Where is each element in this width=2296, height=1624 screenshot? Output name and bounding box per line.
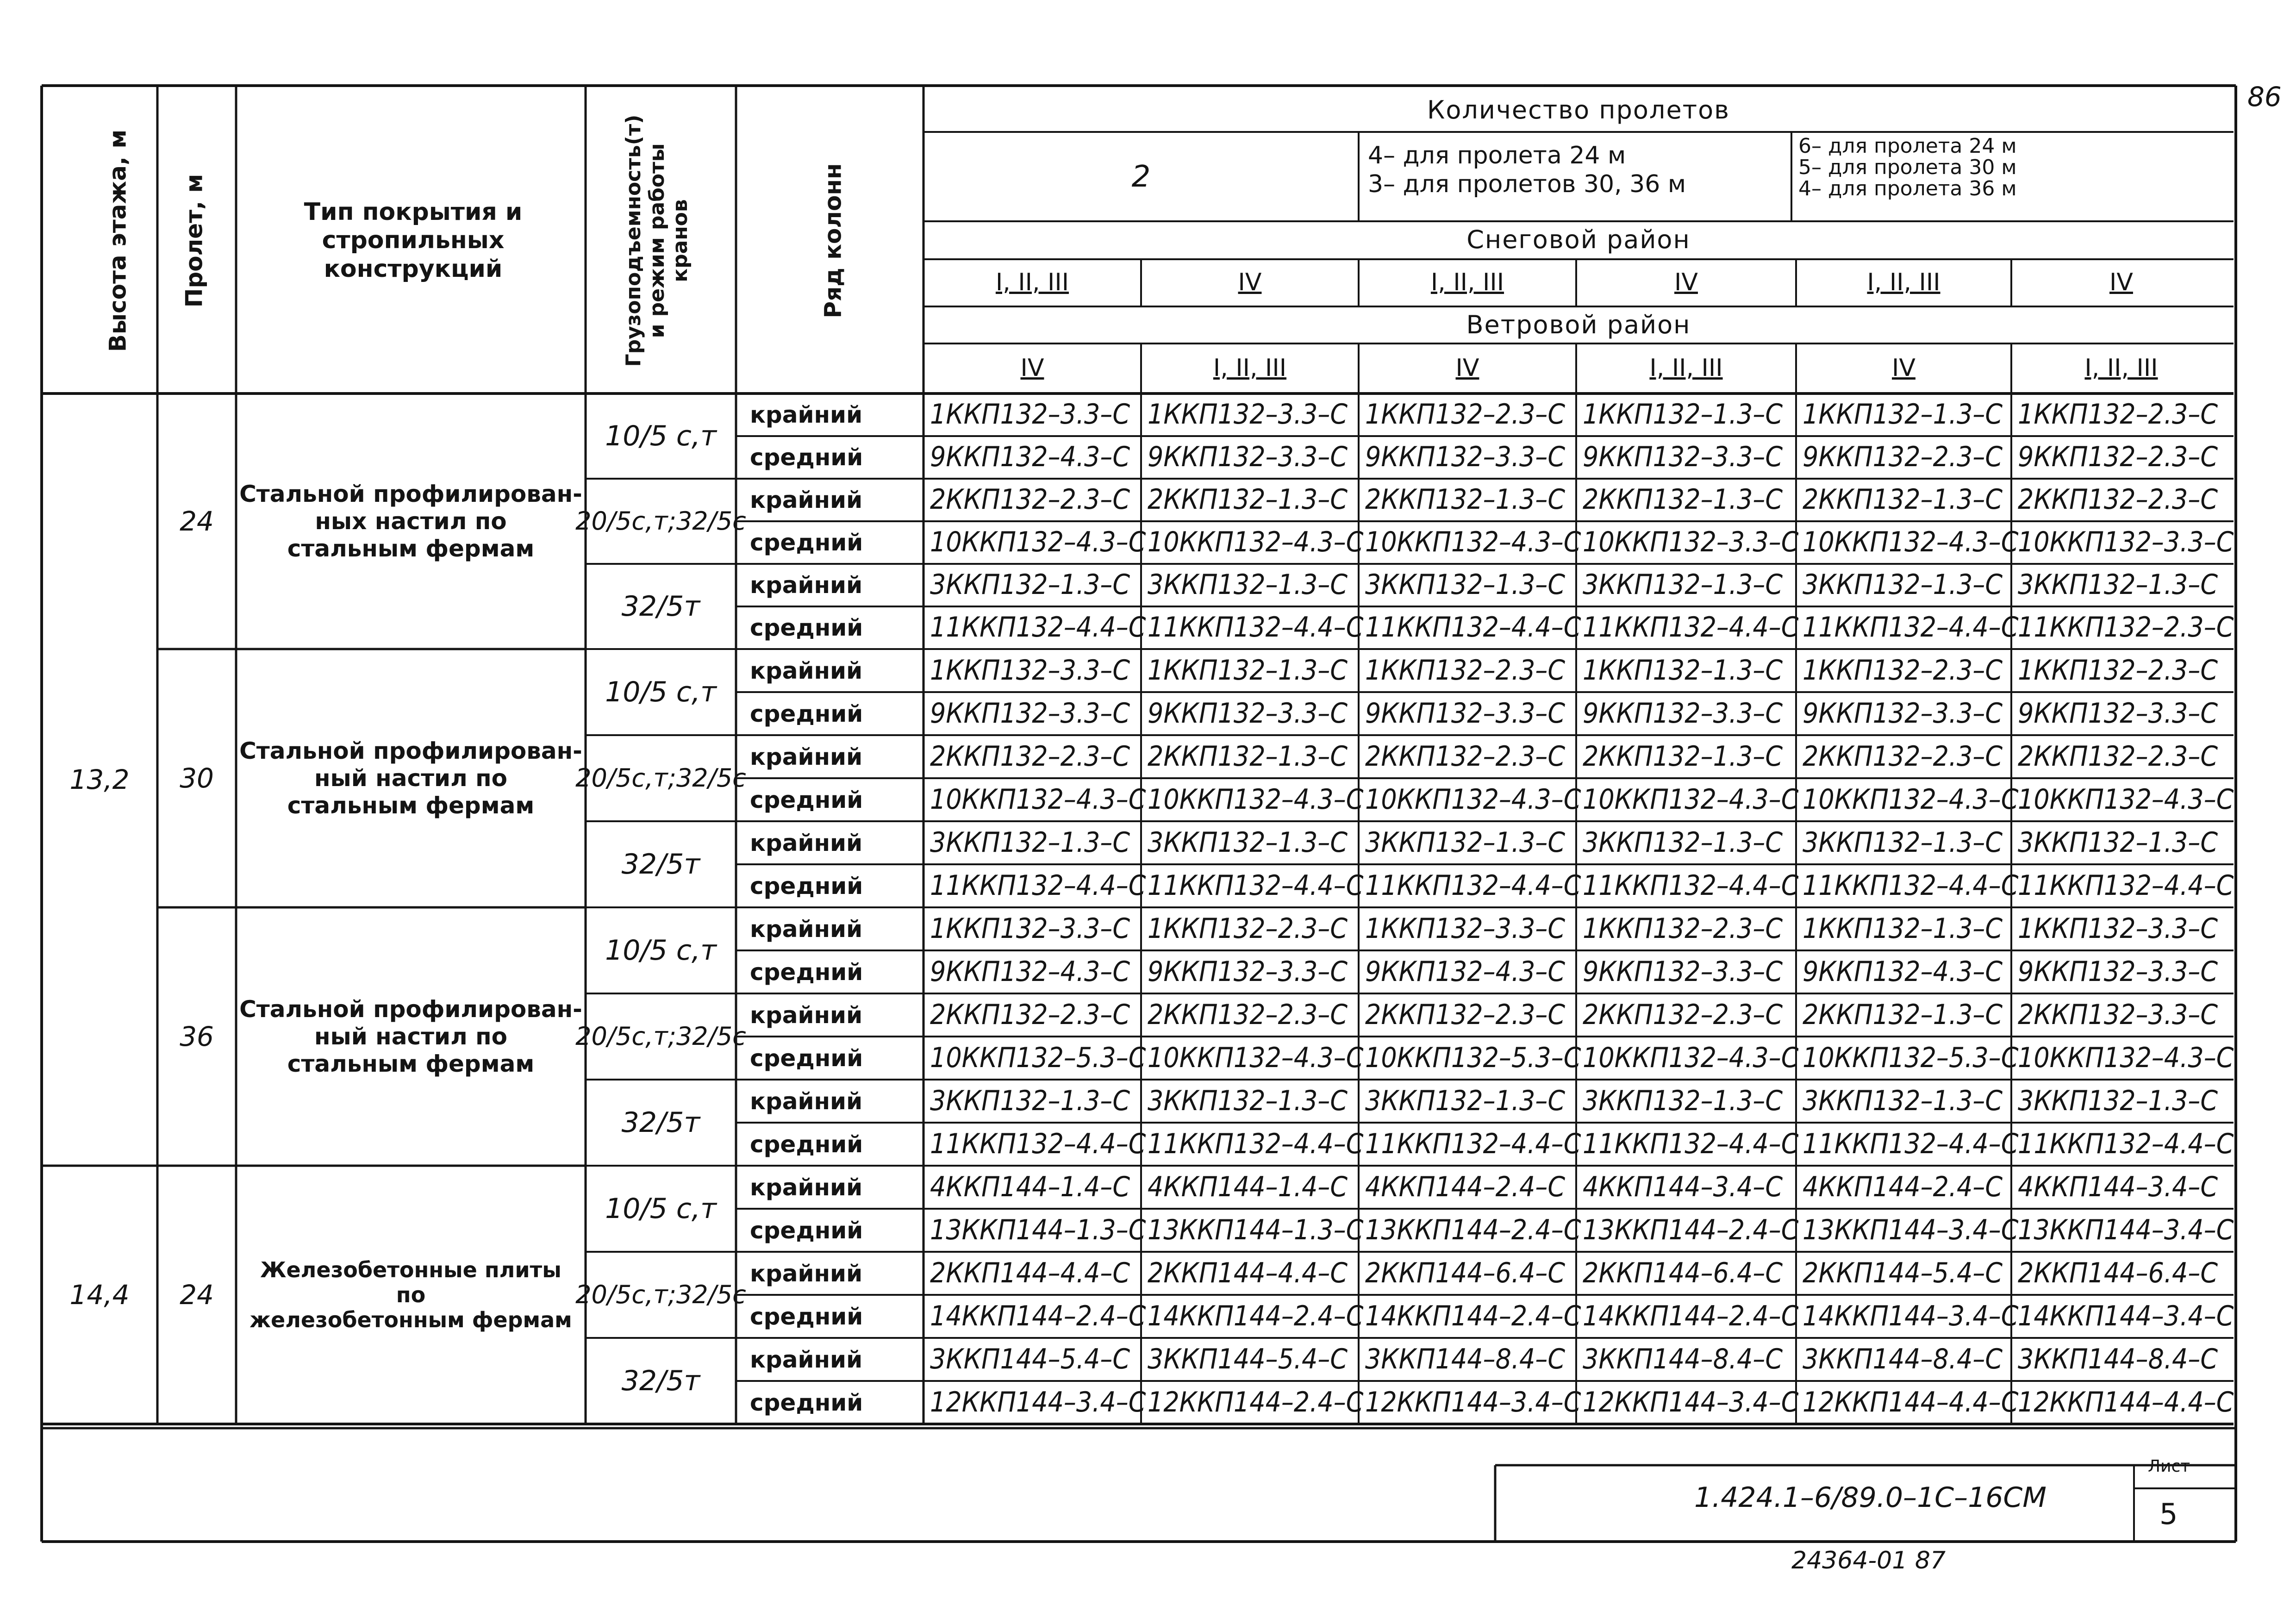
roof-type-line: ный настил по [314, 764, 508, 792]
column-code: 14ККП144–2.4–С [1583, 1299, 1799, 1332]
column-code: 4ККП144–2.4–С [1803, 1170, 2003, 1203]
column-code: 3ККП132–1.3–С [2018, 568, 2218, 601]
column-code: 10ККП132–4.3–С [1365, 783, 1581, 816]
column-row-type: крайний [750, 829, 863, 856]
column-code: 10ККП132–3.3–С [1583, 526, 1799, 558]
column-code: 2ККП144–6.4–С [1583, 1256, 1783, 1289]
sheet-label: Лист [2148, 1457, 2190, 1476]
column-code: 4ККП144–3.4–С [2018, 1170, 2218, 1203]
span-value: 30 [180, 762, 214, 794]
header-floor-height: Высота этажа, м [104, 129, 131, 352]
roof-type-line: ных настил по [315, 507, 507, 535]
column-code: 11ККП132–4.4–С [1365, 611, 1581, 643]
snow-region-value: I, II, III [1430, 269, 1504, 297]
column-code: 10ККП132–4.3–С [930, 783, 1146, 816]
column-code: 11ККП132–4.4–С [1365, 869, 1581, 902]
column-code: 10ККП132–4.3–С [1148, 1041, 1364, 1074]
column-row-type: средний [750, 1217, 863, 1244]
column-code: 11ККП132–4.4–С [930, 1127, 1146, 1160]
roof-type-text [236, 649, 586, 907]
column-code: 2ККП132–3.3–С [2018, 998, 2218, 1031]
column-code: 2ККП132–1.3–С [1365, 483, 1566, 516]
span-value: 24 [180, 1279, 214, 1311]
column-row-type: крайний [750, 401, 863, 428]
column-code: 9ККП132–2.3–С [1803, 441, 2003, 473]
column-row-type: средний [750, 1131, 863, 1158]
column-code: 14ККП144–2.4–С [1365, 1299, 1581, 1332]
column-code: 3ККП132–1.3–С [1148, 826, 1348, 859]
column-code: 9ККП132–3.3–С [1803, 697, 2003, 730]
roof-type-text [236, 394, 586, 649]
column-code: 11ККП132–4.4–С [1583, 869, 1799, 902]
roof-type-line: Железобетонные плиты [260, 1257, 562, 1282]
column-code: 11ККП132–4.4–С [930, 869, 1146, 902]
column-code: 10ККП132–5.3–С [930, 1041, 1146, 1074]
column-row-type: крайний [750, 487, 863, 513]
column-row-type: средний [750, 1044, 863, 1072]
column-code: 12ККП144–3.4–С [1583, 1386, 1799, 1418]
column-code: 12ККП144–2.4–С [1148, 1386, 1364, 1418]
column-code: 11ККП132–4.4–С [2018, 1127, 2234, 1160]
column-code: 13ККП144–3.4–С [1803, 1213, 2019, 1246]
column-code: 14ККП144–3.4–С [1803, 1299, 2019, 1332]
column-code: 3ККП132–1.3–С [1803, 826, 2003, 859]
column-row-type: средний [750, 1303, 863, 1330]
roof-type-text [236, 1166, 586, 1424]
span-count-right: 6– для пролета 24 м 5– для пролета 30 м 4– для пролета 36 м [1798, 134, 2017, 201]
column-row-type: крайний [750, 657, 863, 684]
column-code: 9ККП132–3.3–С [1148, 441, 1348, 473]
column-row-type: крайний [750, 1260, 863, 1287]
wind-region-value: IV [1020, 354, 1044, 382]
column-row-type: средний [750, 1389, 863, 1416]
column-code: 9ККП132–4.3–С [1365, 955, 1566, 988]
column-code: 2ККП132–2.3–С [1803, 740, 2003, 773]
crane-mode-value: 32/5т [621, 590, 700, 623]
wind-region-value: I, II, III [2084, 354, 2158, 382]
column-code: 3ККП132–1.3–С [930, 826, 1130, 859]
floor-height-value: 14,4 [69, 1279, 130, 1311]
roof-type-line: стальным фермам [287, 535, 535, 562]
column-code: 9ККП132–3.3–С [1365, 697, 1566, 730]
snow-region-value: IV [1674, 269, 1698, 297]
column-code: 11ККП132–4.4–С [1148, 1127, 1364, 1160]
roof-type-text [236, 907, 586, 1166]
column-code: 2ККП132–2.3–С [1365, 740, 1566, 773]
column-code: 3ККП132–1.3–С [1583, 1084, 1783, 1117]
sheet-number: 5 [2159, 1497, 2178, 1531]
column-code: 1ККП132–2.3–С [2018, 654, 2218, 687]
roof-type-line: стальным фермам [287, 1050, 535, 1077]
column-code: 2ККП132–2.3–С [930, 483, 1130, 516]
column-code: 11ККП132–4.4–С [1148, 611, 1364, 643]
column-code: 1ККП132–1.3–С [1803, 912, 2003, 945]
column-code: 9ККП132–3.3–С [1148, 697, 1348, 730]
column-code: 11ККП132–2.3–С [2018, 611, 2234, 643]
roof-type-line: ный настил по [314, 1023, 508, 1050]
snow-region-value: I, II, III [1867, 269, 1940, 297]
column-code: 10ККП132–4.3–С [1148, 526, 1364, 558]
column-code: 2ККП132–2.3–С [930, 998, 1130, 1031]
column-code: 1ККП132–2.3–С [1803, 654, 2003, 687]
crane-mode-value: 20/5с,т;32/5с [575, 506, 746, 536]
column-row-type: средний [750, 444, 863, 471]
header-span-count: Количество пролетов [1427, 95, 1730, 125]
snow-region-value: I, II, III [995, 269, 1069, 297]
column-code: 9ККП132–4.3–С [930, 955, 1130, 988]
column-code: 2ККП132–2.3–С [1148, 998, 1348, 1031]
column-row-type: крайний [750, 915, 863, 943]
snow-region-value: IV [1238, 269, 1262, 297]
column-code: 11ККП132–4.4–С [1148, 869, 1364, 902]
header-wind-region: Ветровой район [1466, 310, 1691, 340]
column-code: 2ККП144–4.4–С [1148, 1256, 1348, 1289]
column-code: 2ККП132–2.3–С [2018, 740, 2218, 773]
column-code: 10ККП132–4.3–С [1583, 783, 1799, 816]
column-code: 10ККП132–3.3–С [2018, 526, 2234, 558]
column-code: 9ККП132–3.3–С [2018, 955, 2218, 988]
crane-mode-value: 32/5т [621, 848, 700, 881]
roof-type-line: железобетонным фермам [250, 1307, 572, 1333]
header-crane-capacity: Грузоподъемность(т) и режим работы кранов [622, 114, 693, 367]
column-code: 9ККП132–4.3–С [930, 441, 1130, 473]
column-code: 13ККП144–3.4–С [2018, 1213, 2234, 1246]
column-code: 3ККП144–5.4–С [930, 1343, 1130, 1375]
column-code: 2ККП132–1.3–С [1803, 998, 2003, 1031]
roof-type-line: по [396, 1282, 426, 1307]
column-code: 10ККП132–4.3–С [930, 526, 1146, 558]
column-code: 12ККП144–4.4–С [2018, 1386, 2234, 1418]
column-code: 1ККП132–2.3–С [1148, 912, 1348, 945]
column-code: 13ККП144–2.4–С [1583, 1213, 1799, 1246]
crane-mode-value: 10/5 с,т [605, 675, 717, 708]
column-code: 9ККП132–3.3–С [1365, 441, 1566, 473]
column-code: 11ККП132–4.4–С [930, 611, 1146, 643]
column-code: 3ККП132–1.3–С [1148, 1084, 1348, 1117]
column-code: 3ККП132–1.3–С [1803, 568, 2003, 601]
column-code: 9ККП132–2.3–С [2018, 441, 2218, 473]
column-code: 10ККП132–5.3–С [1365, 1041, 1581, 1074]
column-code: 3ККП132–1.3–С [2018, 826, 2218, 859]
column-code: 10ККП132–5.3–С [1803, 1041, 2019, 1074]
column-row-type: крайний [750, 1001, 863, 1029]
crane-mode-value: 20/5с,т;32/5с [575, 763, 746, 793]
column-code: 2ККП132–2.3–С [1365, 998, 1566, 1031]
column-code: 1ККП132–3.3–С [930, 398, 1130, 431]
crane-mode-value: 10/5 с,т [605, 1192, 717, 1225]
column-code: 1ККП132–2.3–С [2018, 398, 2218, 431]
column-code: 9ККП132–3.3–С [1583, 441, 1783, 473]
column-code: 4ККП144–1.4–С [1148, 1170, 1348, 1203]
header-span: Пролет, м [181, 174, 208, 308]
column-code: 2ККП144–4.4–С [930, 1256, 1130, 1289]
column-code: 3ККП132–1.3–С [930, 1084, 1130, 1117]
column-row-type: средний [750, 614, 863, 641]
wind-region-value: IV [1892, 354, 1915, 382]
column-code: 9ККП132–3.3–С [930, 697, 1130, 730]
column-code: 11ККП132–4.4–С [1803, 869, 2019, 902]
column-code: 10ККП132–4.3–С [1803, 783, 2019, 816]
column-code: 9ККП132–3.3–С [1583, 697, 1783, 730]
floor-height-value: 13,2 [69, 763, 130, 795]
column-code: 13ККП144–2.4–С [1365, 1213, 1581, 1246]
column-code: 3ККП132–1.3–С [1365, 826, 1566, 859]
column-code: 3ККП132–1.3–С [2018, 1084, 2218, 1117]
crane-mode-value: 20/5с,т;32/5с [575, 1280, 746, 1310]
column-code: 9ККП132–4.3–С [1803, 955, 2003, 988]
column-code: 3ККП132–1.3–С [930, 568, 1130, 601]
column-row-type: средний [750, 958, 863, 986]
column-code: 3ККП144–8.4–С [2018, 1343, 2218, 1375]
column-code: 2ККП132–2.3–С [1583, 998, 1783, 1031]
column-code: 1ККП132–3.3–С [1148, 398, 1348, 431]
column-code: 1ККП132–2.3–С [1583, 912, 1783, 945]
column-code: 2ККП132–1.3–С [1583, 740, 1783, 773]
column-code: 11ККП132–4.4–С [1365, 1127, 1581, 1160]
column-code: 9ККП132–3.3–С [2018, 697, 2218, 730]
column-code: 2ККП144–6.4–С [2018, 1256, 2218, 1289]
column-code: 14ККП144–2.4–С [930, 1299, 1146, 1332]
column-code: 9ККП132–3.3–С [1148, 955, 1348, 988]
column-code: 1ККП132–2.3–С [1365, 398, 1566, 431]
column-code: 10ККП132–4.3–С [1583, 1041, 1799, 1074]
column-code: 1ККП132–1.3–С [1583, 398, 1783, 431]
column-row-type: средний [750, 872, 863, 899]
span-count-mid: 4– для пролета 24 м 3– для пролетов 30, 36 м [1368, 142, 1686, 199]
roof-type-line: стальным фермам [287, 792, 535, 819]
sheet-page-number: 86 [2247, 81, 2282, 112]
header-column-row: Ряд колонн [819, 163, 847, 319]
header-roof-type: Тип покрытия и стропильных конструкций [304, 198, 523, 283]
column-code: 12ККП144–3.4–С [1365, 1386, 1581, 1418]
column-code: 12ККП144–3.4–С [930, 1386, 1146, 1418]
column-row-type: крайний [750, 1346, 863, 1373]
column-code: 2ККП132–1.3–С [1148, 483, 1348, 516]
column-code: 3ККП144–8.4–С [1583, 1343, 1783, 1375]
roof-type-line: Стальной профилирован- [239, 737, 582, 764]
column-code: 13ККП144–1.3–С [930, 1213, 1146, 1246]
column-row-type: средний [750, 700, 863, 727]
column-row-type: крайний [750, 743, 863, 770]
column-code: 2ККП144–6.4–С [1365, 1256, 1566, 1289]
column-code: 3ККП132–1.3–С [1365, 568, 1566, 601]
column-code: 3ККП132–1.3–С [1583, 568, 1783, 601]
column-code: 2ККП132–1.3–С [1803, 483, 2003, 516]
crane-mode-value: 32/5т [621, 1364, 700, 1397]
column-code: 1ККП132–1.3–С [1803, 398, 2003, 431]
column-code: 11ККП132–4.4–С [1803, 1127, 2019, 1160]
column-row-type: крайний [750, 572, 863, 599]
column-code: 10ККП132–4.3–С [1803, 526, 2019, 558]
column-code: 1ККП132–3.3–С [2018, 912, 2218, 945]
header-snow-region: Снеговой район [1466, 225, 1691, 255]
column-row-type: средний [750, 786, 863, 813]
column-code: 10ККП132–4.3–С [2018, 783, 2234, 816]
column-code: 2ККП132–2.3–С [930, 740, 1130, 773]
column-code: 1ККП132–3.3–С [930, 912, 1130, 945]
crane-mode-value: 10/5 с,т [605, 419, 717, 452]
column-row-type: средний [750, 529, 863, 556]
column-code: 2ККП132–1.3–С [1148, 740, 1348, 773]
span-value: 24 [180, 505, 214, 537]
column-code: 11ККП132–4.4–С [1583, 1127, 1799, 1160]
column-row-type: крайний [750, 1174, 863, 1201]
document-code: 1.424.1–6/89.0–1С–16СМ [1694, 1481, 2047, 1514]
column-code: 11ККП132–4.4–С [1803, 611, 2019, 643]
wind-region-value: I, II, III [1649, 354, 1723, 382]
span-value: 36 [180, 1020, 214, 1052]
archive-number: 24364-01 87 [1791, 1547, 1946, 1574]
column-code: 10ККП132–4.3–С [1365, 526, 1581, 558]
column-code: 3ККП144–8.4–С [1365, 1343, 1566, 1375]
column-code: 1ККП132–2.3–С [1365, 654, 1566, 687]
column-code: 1ККП132–3.3–С [1365, 912, 1566, 945]
column-code: 14ККП144–3.4–С [2018, 1299, 2234, 1332]
column-code: 10ККП132–4.3–С [2018, 1041, 2234, 1074]
column-code: 11ККП132–4.4–С [2018, 869, 2234, 902]
column-code: 12ККП144–4.4–С [1803, 1386, 2019, 1418]
wind-region-value: IV [1455, 354, 1479, 382]
roof-type-line: Стальной профилирован- [239, 480, 582, 507]
wind-region-value: I, II, III [1213, 354, 1287, 382]
column-code: 4ККП144–3.4–С [1583, 1170, 1783, 1203]
crane-mode-value: 20/5с,т;32/5с [575, 1022, 746, 1051]
column-code: 2ККП132–2.3–С [2018, 483, 2218, 516]
column-row-type: крайний [750, 1087, 863, 1115]
column-code: 2ККП132–1.3–С [1583, 483, 1783, 516]
column-code: 1ККП132–3.3–С [930, 654, 1130, 687]
crane-mode-value: 10/5 с,т [605, 934, 717, 967]
column-code: 3ККП132–1.3–С [1365, 1084, 1566, 1117]
snow-region-value: IV [2109, 269, 2133, 297]
column-code: 1ККП132–1.3–С [1583, 654, 1783, 687]
crane-mode-value: 32/5т [621, 1106, 700, 1139]
column-code: 9ККП132–3.3–С [1583, 955, 1783, 988]
column-code: 3ККП144–5.4–С [1148, 1343, 1348, 1375]
column-code: 11ККП132–4.4–С [1583, 611, 1799, 643]
span-count-2: 2 [1131, 159, 1151, 194]
roof-type-line: Стальной профилирован- [239, 995, 582, 1023]
column-code: 10ККП132–4.3–С [1148, 783, 1364, 816]
column-code: 2ККП144–5.4–С [1803, 1256, 2003, 1289]
column-code: 4ККП144–2.4–С [1365, 1170, 1566, 1203]
column-code: 4ККП144–1.4–С [930, 1170, 1130, 1203]
column-code: 13ККП144–1.3–С [1148, 1213, 1364, 1246]
column-code: 3ККП132–1.3–С [1148, 568, 1348, 601]
column-code: 14ККП144–2.4–С [1148, 1299, 1364, 1332]
column-code: 3ККП132–1.3–С [1803, 1084, 2003, 1117]
column-code: 3ККП144–8.4–С [1803, 1343, 2003, 1375]
column-code: 3ККП132–1.3–С [1583, 826, 1783, 859]
column-code: 1ККП132–1.3–С [1148, 654, 1348, 687]
